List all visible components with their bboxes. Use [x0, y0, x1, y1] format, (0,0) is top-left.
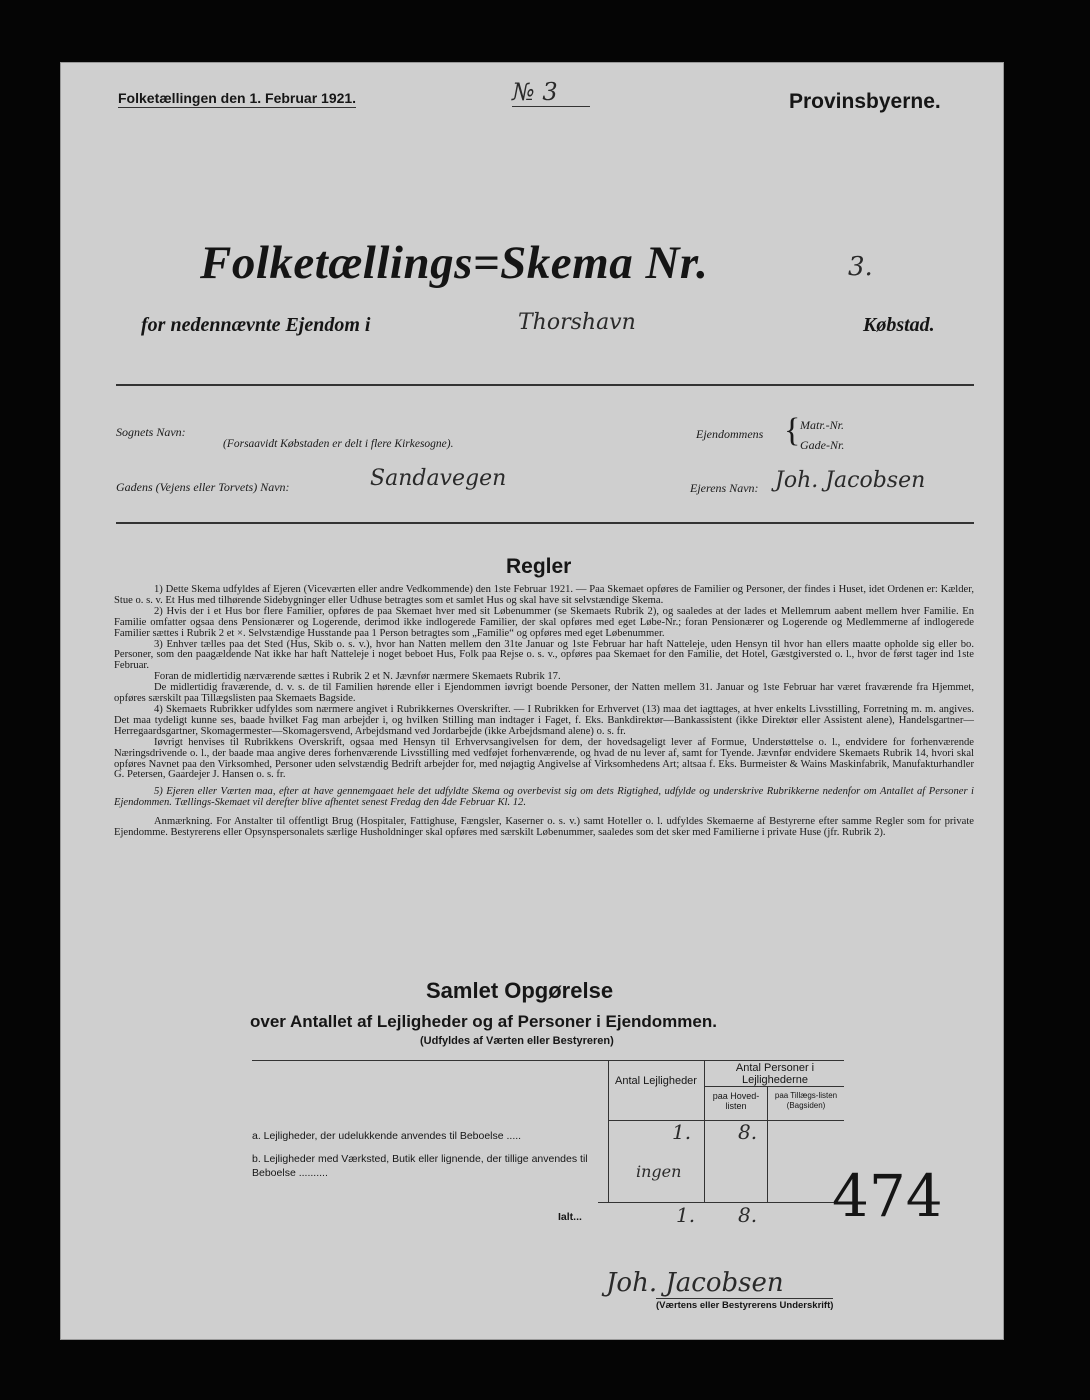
brace: {	[784, 412, 801, 449]
gade-value: Sandavegen	[370, 466, 507, 491]
rule-3-note-a: Foran de midlertidig nærværende sættes i Rubrik 2 et N. Jævnfør nærmere Skemaets Rubrik 17.	[154, 671, 561, 683]
form-number: 3.	[848, 252, 873, 282]
divider-top	[116, 384, 974, 386]
total-label: Ialt...	[558, 1211, 582, 1223]
rule-5: 5) Ejeren eller Værten maa, efter at have gennemgaaet hele det udfyldte Skema og overbevist sig om dets Rigtighed, udfylde og underskrive Rubrikkerne nedenfor om Antallet af Personer i Ejendommen. Tællings-Skemaet vil derefter blive afhentet senest Fredag den 4de Februar Kl. 12.	[114, 786, 974, 809]
header-number-mark: № 3	[512, 78, 590, 107]
table-personer-rule	[704, 1086, 844, 1087]
rule-2: 2) Hvis der i et Hus bor flere Familier, opføres de paa Skemaet hver med sit Løbenummer (se Skemaets Rubrik 2), og saaledes at der lades et Mellemrum aabent mellem hver Familie. En Familie omfatter ogsaa dens Pensionærer og Logerende, derimod ikke indlogerede Familier, der skal opføres med eget Løbe-Nr.; foran Pensionærer og Logerende og Medlemmerne af indlogerede Familier sættes i Rubrik 2 et ×. Selvstændige Husstande paa 1 Person betragtes som „Familie“ og opføres med eget Løbenummer.	[114, 605, 974, 639]
summary-heading: Samlet Opgørelse	[426, 978, 614, 1003]
table-col-divider-1	[608, 1060, 609, 1202]
header-census-date: Folketællingen den 1. Februar 1921.	[118, 90, 357, 106]
col-hovedlisten: paa Hoved-listen	[712, 1091, 760, 1111]
ejer-value: Joh. Jacobsen	[775, 468, 926, 493]
rule-1: 1) Dette Skema udfyldes af Ejeren (Viceværten eller andre Vedkommende) den 1ste Februar 1921. — Paa Skemaet opføres de Familier og Personer, der findes i Huset, idet Ordenen er: Kælder, Stue o. s. v. Et Hus med tilhørende Sidebygninger eller Udhuse betragtes som et samlet Hus og skal have sit selvstændige Skema.	[114, 584, 974, 606]
rules-heading: Regler	[506, 555, 572, 578]
table-col-divider-3	[767, 1086, 768, 1202]
gade-nr-label: Gade-Nr.	[800, 438, 845, 452]
margin-number: 474	[832, 1162, 943, 1230]
col-personer: Antal Personer i Lejlighederne	[735, 1062, 815, 1086]
owner-signature: Joh. Jacobsen	[606, 1268, 784, 1298]
table-top-rule	[252, 1060, 844, 1061]
rule-4-note: Iøvrigt henvises til Rubrikkens Overskrift, ogsaa med Hensyn til Erhvervsangivelsen for dem, der hovedsageligt lever af Formue, Understøttelse o. l., endvidere for forhenværende Næringsdrivende o. l., der baade maa angive deres forhenværende Livsstilling med vedføjet forhenværende, og hvad de nu lever af, samt for Tyende. Jævnfør endvidere Skemaets Rubrik 14, hvori skal opføres Navnet paa den Virksomhed, Personer uden selvstændig Bedrift arbejder for, med nøjagtig Angivelse af Virksomhedens Art; altsaa f. Eks. Burmeister & Wains Maskinfabrik, Manufakturhandler G. Petersen, Gaardejer J. Hansen o. s. fr.	[114, 736, 974, 781]
col-lejligheder: Antal Lejligheder	[615, 1075, 697, 1087]
row-a-hovedlisten: 8.	[738, 1120, 758, 1144]
col-tillaegslisten: paa Tillægs-listen (Bagsiden)	[774, 1091, 838, 1110]
rule-3: 3) Enhver tælles paa det Sted (Hus, Skib o. s. v.), hvor han Natten mellem den 31te Januar og 1ste Februar har haft Natteleje, uden Hensyn til hvor han ellers maatte opholde sig eller bo. Personer, som den paagældende Nat ikke har haft Natteleje i noget beboet Hus, Folk paa Rejse o. s. v., opføres paa Skemaet for den Familie, det Hotel, Gæstgiversted o. l., hvor de først tager ind 1ste Februar.	[114, 638, 974, 672]
matr-label: Matr.-Nr.	[800, 418, 845, 432]
table-header-rule	[608, 1120, 844, 1121]
rule-note: Anmærkning. For Anstalter til offentligt Brug (Hospitaler, Fattighuse, Fængsler, Kaserner o. s. v.) samt Hoteller o. l. udfyldes Skemaerne af Bestyrerne efter samme Regler som for private Ejendomme. Bestyrerens eller Opsynspersonalets særlige Husholdninger skal opføres med særskilt Løbenummer, saaledes som det sker med Familierne i private Huse (jfr. Rubrik 2).	[114, 816, 974, 839]
divider-fields	[116, 522, 974, 524]
total-lejligheder: 1.	[676, 1203, 696, 1227]
subtitle-prefix: for nedennævnte Ejendom i	[141, 314, 371, 336]
row-a-lejligheder: 1.	[672, 1120, 692, 1144]
row-a-label: a. Lejligheder, der udelukkende anvendes til Beboelse .....	[252, 1130, 522, 1142]
table-col-divider-2	[704, 1060, 705, 1202]
form-title: Folketællings=Skema Nr.	[200, 237, 709, 289]
sogn-note: (Forsaavidt Købstaden er delt i flere Kirkesogne).	[223, 438, 454, 450]
subtitle-suffix: Købstad.	[863, 314, 935, 336]
rule-4: 4) Skemaets Rubrikker udfyldes som nærmere angivet i Rubrikkernes Overskrifter. — I Rubrikken for Erhvervet (13) maa det iagttages, at hver enkelts Livsstilling, Forretning m. m. angives. Det maa tydeligt kunne ses, baade hvilket Fag man arbejder i, og hvilken Stilling man indtager i Faget, f. Eks. Bankdirektør—Bankassistent (ikke Direktør eller Assistent alene), Handelsgartner—Herregaardsgartner, Skomagermester—Skomagersvend, Arbejdsmand ved Jordarbejde (ikke Arbejdsmand alene) o. s. fr.	[114, 703, 974, 737]
summary-subheading: over Antallet af Lejligheder og af Personer i Ejendommen.	[250, 1012, 717, 1031]
town-value: Thorshavn	[518, 310, 636, 335]
table-total-rule	[598, 1202, 844, 1203]
total-hovedlisten: 8.	[738, 1203, 758, 1227]
row-b-lejligheder: ingen	[636, 1162, 682, 1181]
header-provinsbyerne: Provinsbyerne.	[789, 90, 941, 113]
ejendom-label: Ejendommens	[696, 427, 764, 441]
rule-3-note-b: De midlertidig fraværende, d. v. s. de til Familien hørende eller i Ejendommen iøvrigt boende Personer, der Natten mellem 31. Januar og 1ste Februar har været fraværende fra Hjemmet, opføres særskilt paa Tillægslisten paa Skemaets Bagside.	[114, 682, 974, 705]
signature-caption: (Værtens eller Bestyrerens Underskrift)	[656, 1300, 834, 1311]
gade-label: Gadens (Vejens eller Torvets) Navn:	[116, 480, 290, 494]
rules-text	[114, 585, 974, 839]
sogn-label: Sognets Navn:	[116, 425, 186, 439]
ejer-label: Ejerens Navn:	[690, 481, 759, 495]
row-b-label: b. Lejligheder med Værksted, Butik eller lignende, der tillige anvendes til Beboelse ..........	[252, 1153, 588, 1179]
summary-note: (Udfyldes af Værten eller Bestyreren)	[420, 1035, 614, 1047]
